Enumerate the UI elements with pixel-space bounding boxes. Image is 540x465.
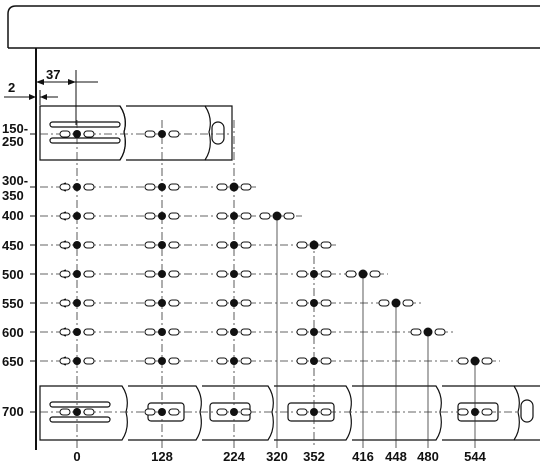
row-label: 350 <box>2 188 24 203</box>
slot-hole <box>60 329 70 335</box>
screw-hole <box>158 408 166 416</box>
slot-hole <box>379 300 389 306</box>
slot-hole <box>145 300 155 306</box>
screw-hole <box>230 357 238 365</box>
slot-hole <box>370 271 380 277</box>
slot-hole <box>60 300 70 306</box>
screw-hole <box>73 270 81 278</box>
screw-hole <box>158 270 166 278</box>
slot-hole <box>217 300 227 306</box>
slot-hole <box>241 271 251 277</box>
slot-hole <box>84 131 94 137</box>
slot-hole <box>346 271 356 277</box>
screw-hole <box>230 408 238 416</box>
screw-hole <box>158 183 166 191</box>
col-label: 128 <box>151 449 173 464</box>
row-label: 450 <box>2 238 24 253</box>
row-label: 400 <box>2 208 24 223</box>
slot-hole <box>60 242 70 248</box>
screw-hole <box>73 299 81 307</box>
col-label: 416 <box>352 449 374 464</box>
slot-hole <box>321 329 331 335</box>
slot-hole <box>169 409 179 415</box>
header-frame <box>8 6 540 48</box>
screw-hole <box>73 130 81 138</box>
screw-hole <box>230 299 238 307</box>
screw-hole <box>73 328 81 336</box>
screw-hole <box>310 408 318 416</box>
col-label: 0 <box>73 449 81 464</box>
screw-hole <box>471 357 480 366</box>
col-label: 544 <box>464 449 486 464</box>
screw-hole <box>158 357 166 365</box>
slot-hole <box>145 242 155 248</box>
row-label: 650 <box>2 354 24 369</box>
slot-hole <box>458 409 468 415</box>
hole-grid <box>40 120 520 448</box>
row-label: 500 <box>2 267 24 282</box>
slot-hole <box>482 409 492 415</box>
screw-hole <box>73 241 81 249</box>
slot-hole <box>169 300 179 306</box>
screw-hole <box>158 299 166 307</box>
slot-hole <box>241 184 251 190</box>
dim-37-label: 37 <box>46 67 61 82</box>
slot-hole <box>169 131 179 137</box>
slot-hole <box>145 271 155 277</box>
screw-hole <box>310 270 318 278</box>
slot-hole <box>84 184 94 190</box>
screw-hole <box>73 212 81 220</box>
row-label: 300- <box>2 173 29 188</box>
slot-hole <box>297 409 307 415</box>
slot-hole <box>297 358 307 364</box>
slot-hole <box>145 184 155 190</box>
slot-hole <box>60 131 70 137</box>
slot-hole <box>145 409 155 415</box>
slot-hole <box>482 358 492 364</box>
slot-hole <box>84 213 94 219</box>
screw-hole <box>230 212 238 220</box>
row-label: 250 <box>2 134 24 149</box>
slot-hole <box>260 213 270 219</box>
slot-hole <box>411 329 421 335</box>
screw-hole <box>158 241 166 249</box>
slot-hole <box>60 184 70 190</box>
col-label: 480 <box>417 449 439 464</box>
slot-hole <box>217 329 227 335</box>
slot-hole <box>217 271 227 277</box>
row-label: 600 <box>2 325 24 340</box>
slot-hole <box>60 271 70 277</box>
screw-hole <box>392 299 401 308</box>
slot-hole <box>217 358 227 364</box>
screw-hole <box>73 357 81 365</box>
slot-hole <box>458 358 468 364</box>
screw-hole <box>273 212 282 221</box>
slot-hole <box>241 329 251 335</box>
screw-hole <box>424 328 433 337</box>
slot-hole <box>321 271 331 277</box>
slot-hole <box>169 213 179 219</box>
slot-hole <box>169 271 179 277</box>
screw-hole <box>73 183 81 191</box>
slot-hole <box>297 242 307 248</box>
screw-hole <box>310 299 318 307</box>
screw-hole <box>310 241 319 250</box>
slot-hole <box>321 242 331 248</box>
slot-hole <box>60 409 70 415</box>
slot-hole <box>217 213 227 219</box>
slot-hole <box>403 300 413 306</box>
slot-hole <box>169 184 179 190</box>
slot-hole <box>241 213 251 219</box>
slot-hole <box>241 242 251 248</box>
slot-hole <box>169 329 179 335</box>
dimension-2 <box>4 80 58 105</box>
col-label: 448 <box>385 449 407 464</box>
slot-hole <box>297 271 307 277</box>
screw-hole <box>158 212 166 220</box>
slot-hole <box>60 213 70 219</box>
slot-hole <box>241 300 251 306</box>
screw-hole <box>230 183 239 192</box>
slot-hole <box>169 358 179 364</box>
screw-hole <box>230 270 238 278</box>
slot-hole <box>217 184 227 190</box>
screw-hole <box>73 408 81 416</box>
slot-hole <box>145 329 155 335</box>
screw-hole <box>158 130 166 138</box>
slot-hole <box>241 358 251 364</box>
slot-hole <box>435 329 445 335</box>
slot-hole <box>321 409 331 415</box>
dim-2-label: 2 <box>8 80 16 95</box>
screw-hole <box>310 328 318 336</box>
slot-hole <box>145 358 155 364</box>
screw-hole <box>359 270 368 279</box>
slot-hole <box>145 213 155 219</box>
row-label: 150- <box>2 121 29 136</box>
slot-hole <box>84 409 94 415</box>
row-label: 700 <box>2 404 24 419</box>
slot-hole <box>84 300 94 306</box>
slot-hole <box>84 329 94 335</box>
screw-hole <box>310 357 318 365</box>
slot-hole <box>321 300 331 306</box>
col-label: 224 <box>223 449 245 464</box>
col-label: 352 <box>303 449 325 464</box>
slot-hole <box>321 358 331 364</box>
screw-hole <box>230 328 238 336</box>
slot-hole <box>241 409 251 415</box>
slot-hole <box>169 242 179 248</box>
screw-hole <box>471 408 479 416</box>
slot-hole <box>284 213 294 219</box>
screw-hole <box>230 241 238 249</box>
slot-hole <box>217 242 227 248</box>
slot-hole <box>84 242 94 248</box>
slot-hole <box>145 131 155 137</box>
slot-hole <box>60 358 70 364</box>
slot-hole <box>84 358 94 364</box>
col-label: 320 <box>266 449 288 464</box>
slot-hole <box>217 409 227 415</box>
row-label: 550 <box>2 296 24 311</box>
screw-hole <box>158 328 166 336</box>
slot-hole <box>297 329 307 335</box>
slot-hole <box>84 271 94 277</box>
slot-hole <box>297 300 307 306</box>
